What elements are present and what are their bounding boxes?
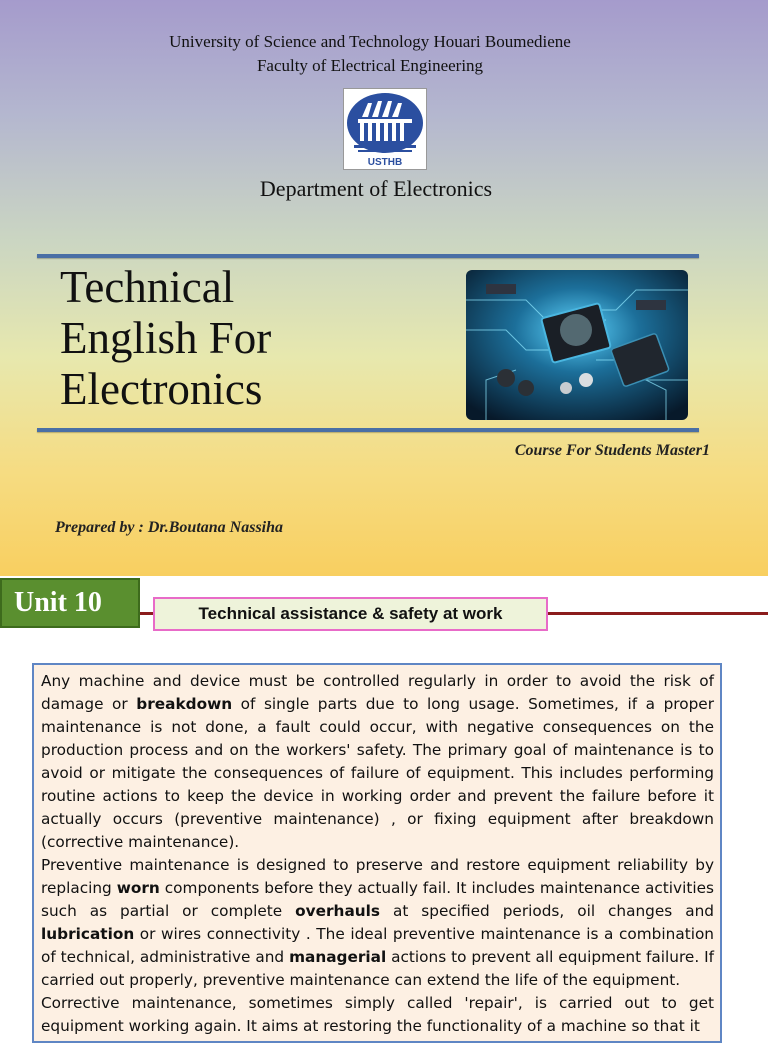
usthb-logo — [343, 88, 427, 170]
title-line: English For — [60, 313, 272, 363]
faculty-name: Faculty of Electrical Engineering — [256, 56, 484, 75]
document-title — [60, 262, 271, 415]
paragraph-preventive-intro — [41, 670, 714, 854]
unit-title: Technical assistance & safety at work — [153, 597, 548, 631]
keyword: lubrication — [41, 925, 135, 943]
keyword: managerial — [289, 948, 387, 966]
logo-text: USTHB — [367, 157, 403, 168]
top-divider — [37, 254, 699, 258]
title-line: Electronics — [60, 364, 263, 414]
body-text-box — [32, 663, 722, 1043]
circuit-board-image — [466, 270, 688, 420]
text-run: actions to prevent all equipment failure. If carried out properly, preventive maintenance can extend the life of the equipment. — [41, 948, 714, 989]
text-run: Any machine and device must be controlled regularly in order to avoid the risk of damage or — [41, 672, 714, 713]
paragraph-preventive-maintenance — [41, 854, 714, 992]
text-run: components before they actually fail. It includes maintenance activities such as partial or complete — [41, 879, 714, 920]
university-name: University of Science and Technology Houari Boumediene — [169, 32, 571, 51]
bottom-divider — [37, 428, 699, 432]
keyword: overhauls — [295, 902, 381, 920]
prepared-by: Prepared by : Dr.Boutana Nassiha — [55, 519, 284, 536]
text-run: or wires connectivity . The ideal preventive maintenance is a combination of technical, administrative and — [41, 925, 714, 966]
keyword: breakdown — [136, 695, 233, 713]
paragraph-corrective-maintenance: Corrective maintenance, sometimes simply called 'repair', is carried out to get equipment working again. It aims at restoring the functionality of a machine so that it — [41, 994, 714, 1035]
text-run: Preventive maintenance is designed to preserve and restore equipment reliability by replacing — [41, 856, 714, 897]
department-name: Department of Electronics — [259, 176, 493, 201]
keyword: worn — [116, 879, 160, 897]
unit-badge: Unit 10 — [0, 578, 140, 628]
text-run: of single parts due to long usage. Sometimes, if a proper maintenance is not done, a fault could occur, with negative consequences on the production process and on the workers' safety. The primary goal of maintenance is to avoid or mitigate the consequences of failure of equipment. This includes performing routine actions to keep the device in working order and prevent the failure before it actually occurs (preventive maintenance) , or fixing equipment after breakdown (corrective maintenance). — [41, 695, 715, 851]
text-run: at specified periods, oil changes and — [380, 902, 714, 920]
title-line: Technical — [60, 262, 235, 312]
course-label: Course For Students Master1 — [514, 442, 710, 459]
